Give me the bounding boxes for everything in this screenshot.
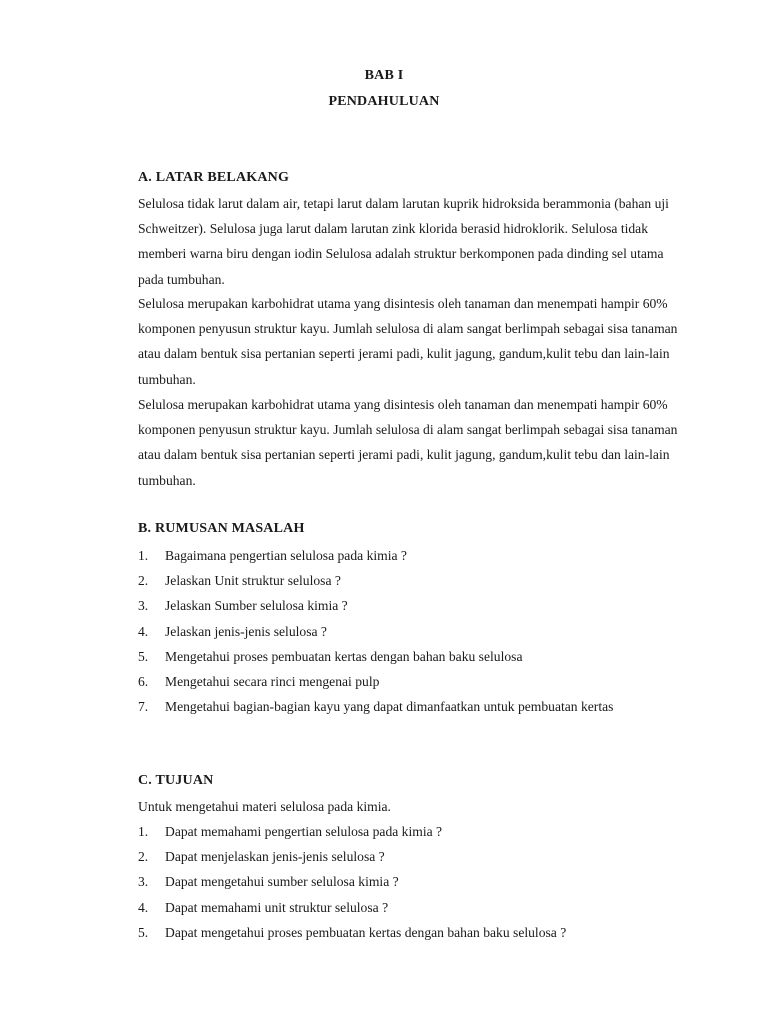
list-number: 4. [138,623,149,639]
list-item [138,869,698,894]
list-number: 6. [138,673,149,689]
section-a-paragraph-2: Selulosa merupakan karbohidrat utama yang disintesis oleh tanaman dan menempati hampir 60% komponen penyusun struktur kayu. Jumlah selulosa di alam sangat berlimpah sebagai sisa tanaman atau dalam bentuk sisa pertanian seperti jerami padi, kulit jagung, gandum,kulit tebu dan lain-lain tumbuhan. [138,296,678,387]
list-item [138,694,698,719]
list-number: 5. [138,924,149,940]
section-b-title: B. RUMUSAN MASALAH [138,521,305,536]
list-text: Mengetahui bagian-bagian kayu yang dapat dimanfaatkan untuk pembuatan kertas [165,699,614,715]
list-text: Dapat mengetahui sumber selulosa kimia ? [165,874,399,890]
list-number: 2. [138,573,149,589]
list-number: 5. [138,648,149,664]
list-number: 1. [138,548,149,563]
section-a-paragraph-3: Selulosa merupakan karbohidrat utama yang disintesis oleh tanaman dan menempati hampir 60% komponen penyusun struktur kayu. Jumlah selulosa di alam sangat berlimpah sebagai sisa tanaman atau dalam bentuk sisa pertanian seperti jerami padi, kulit jagung, gandum,kulit tebu dan lain-lain tumbuhan. [138,397,678,488]
list-number: 7. [138,699,149,715]
list-item [138,669,698,694]
list-text: Dapat memahami unit struktur selulosa ? [165,899,389,915]
section-c-title: C. TUJUAN [138,773,214,788]
section-c-intro: Untuk mengetahui materi selulosa pada kimia. [138,799,391,814]
list-text: Jelaskan jenis-jenis selulosa ? [165,623,327,639]
list-item [138,568,698,593]
chapter-title: PENDAHULUAN [328,94,440,109]
list-item [138,895,698,920]
list-text: Jelaskan Unit struktur selulosa ? [165,573,341,589]
list-item [138,819,698,844]
list-text: Jelaskan Sumber selulosa kimia ? [165,598,348,614]
list-text: Mengetahui proses pembuatan kertas dengan bahan baku selulosa [165,648,523,664]
list-item [138,644,698,669]
list-text: Bagaimana pengertian selulosa pada kimia ? [165,548,407,563]
section-a-paragraph-1: Selulosa tidak larut dalam air, tetapi larut dalam larutan kuprik hidroksida berammonia (bahan uji Schweitzer). Selulosa juga larut dalam larutan zink klorida berasid hidroklorik. Selulosa tidak memberi warna biru dengan iodin Selulosa adalah struktur berkomponen pada dinding sel utama pada tumbuhan. [138,196,669,287]
list-text: Dapat mengetahui proses pembuatan kertas dengan bahan baku selulosa ? [165,924,567,940]
list-number: 2. [138,849,149,865]
list-number: 4. [138,899,149,915]
list-number: 3. [138,598,149,614]
list-number: 3. [138,874,149,890]
list-text: Dapat memahami pengertian selulosa pada kimia ? [165,824,443,839]
section-a-title: A. LATAR BELAKANG [138,170,290,185]
list-number: 1. [138,824,149,839]
problem-list [138,543,698,719]
list-text: Mengetahui secara rinci mengenai pulp [165,673,380,689]
list-item [138,920,698,945]
list-item [138,543,698,568]
list-item [138,844,698,869]
list-item [138,593,698,618]
list-item [138,619,698,644]
list-text: Dapat menjelaskan jenis-jenis selulosa ? [165,849,385,865]
objective-list [138,819,698,945]
chapter-label: BAB I [364,68,404,83]
